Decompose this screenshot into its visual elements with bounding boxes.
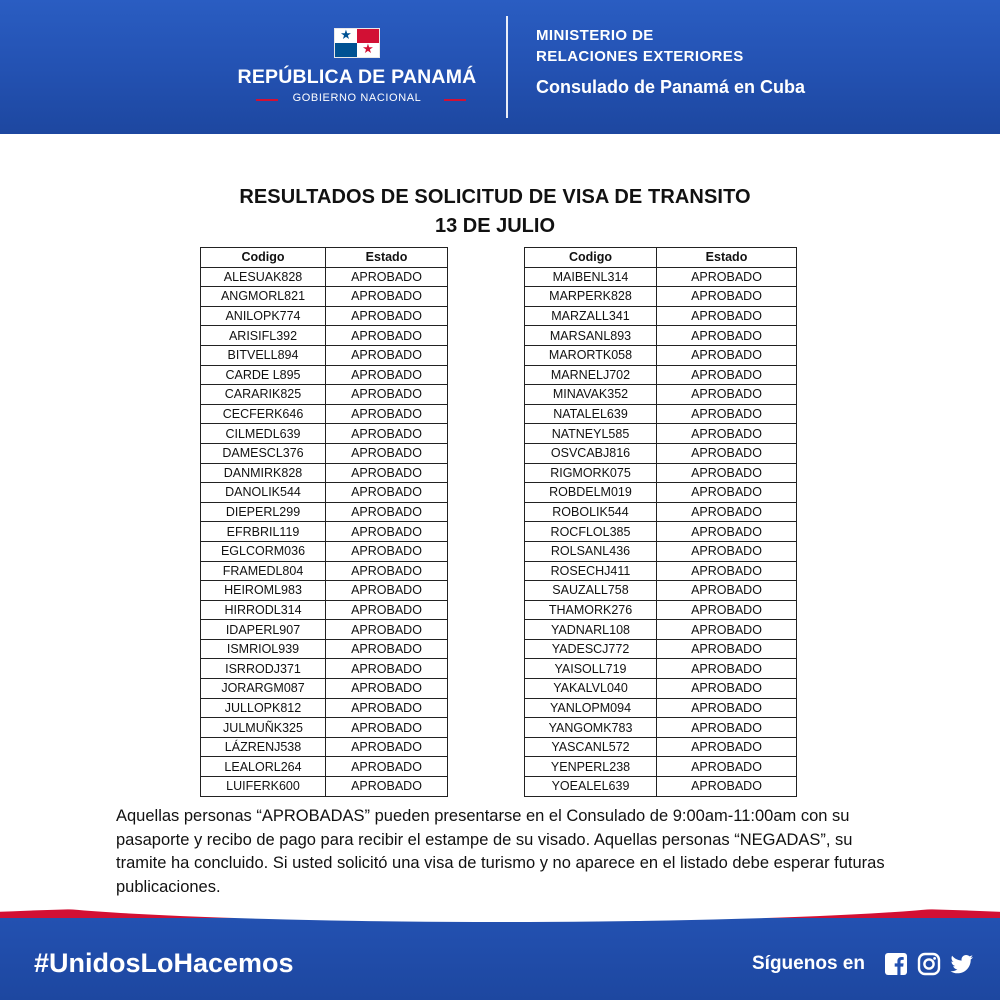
visa-status-cell: APROBADO [326,581,448,601]
document-title: RESULTADOS DE SOLICITUD DE VISA DE TRANSITO [239,186,751,208]
visa-status-cell: APROBADO [657,777,797,797]
instagram-icon[interactable] [917,952,941,976]
visa-status-cell: APROBADO [657,737,797,757]
table-row [201,698,448,718]
visa-code-cell: ROLSANL436 [525,541,657,561]
visa-code-cell: FRAMEDL804 [201,561,326,581]
twitter-icon[interactable] [950,952,974,976]
visa-status-cell: APROBADO [657,463,797,483]
visa-status-cell: APROBADO [657,404,797,424]
visa-code-cell: CECFERK646 [201,404,326,424]
table-row [525,424,797,444]
table-row [525,581,797,601]
visa-status-cell: APROBADO [326,502,448,522]
table-row [201,306,448,326]
table-row [525,483,797,503]
government-subtitle: GOBIERNO NACIONAL [292,92,422,104]
table-row [201,267,448,287]
visa-status-cell: APROBADO [657,306,797,326]
visa-status-cell: APROBADO [326,443,448,463]
column-header-status: Estado [326,248,448,268]
visa-code-cell: THAMORK276 [525,600,657,620]
table-header-row [201,248,448,268]
visa-code-cell: YANGOMK783 [525,718,657,738]
visa-code-cell: ANILOPK774 [201,306,326,326]
visa-code-cell: ISRRODJ371 [201,659,326,679]
panama-flag-icon: ★ ★ [334,28,380,58]
visa-code-cell: EGLCORM036 [201,541,326,561]
visa-status-cell: APROBADO [326,424,448,444]
republic-title: REPÚBLICA DE PANAMÁ [237,66,477,88]
table-row [525,757,797,777]
table-row [201,424,448,444]
visa-code-cell: RIGMORK075 [525,463,657,483]
visa-status-cell: APROBADO [326,600,448,620]
results-table-right-body [525,267,797,796]
table-row [525,326,797,346]
table-row [201,620,448,640]
visa-status-cell: APROBADO [657,679,797,699]
visa-code-cell: JULLOPK812 [201,698,326,718]
visa-status-cell: APROBADO [326,267,448,287]
table-row [201,463,448,483]
visa-code-cell: HIRRODL314 [201,600,326,620]
visa-code-cell: JULMUÑK325 [201,718,326,738]
table-row [525,600,797,620]
visa-status-cell: APROBADO [326,306,448,326]
facebook-icon[interactable] [884,952,908,976]
visa-code-cell: YOEALEL639 [525,777,657,797]
visa-code-cell: CARARIK825 [201,385,326,405]
visa-code-cell: DAMESCL376 [201,443,326,463]
visa-status-cell: APROBADO [326,718,448,738]
table-row [525,463,797,483]
header-divider [506,16,508,118]
table-row [201,287,448,307]
table-row [201,365,448,385]
visa-status-cell: APROBADO [657,326,797,346]
visa-code-cell: HEIROML983 [201,581,326,601]
table-row [525,443,797,463]
visa-code-cell: YENPERL238 [525,757,657,777]
table-row [525,777,797,797]
table-row [525,541,797,561]
table-row [525,620,797,640]
table-row [525,698,797,718]
notice-paragraph: Aquellas personas “APROBADAS” pueden presentarse en el Consulado de 9:00am-11:00am con su pasaporte y recibo de pago para recibir el estampe de su visado. Aquellas personas “NEGADAS”, su tramite ha concluido. Si usted solicitó una visa de turismo y no aparece en el listado debe esperar futuras publicaciones. [116,807,885,896]
visa-code-cell: YAKALVL040 [525,679,657,699]
visa-code-cell: SAUZALL758 [525,581,657,601]
visa-status-cell: APROBADO [326,679,448,699]
visa-status-cell: APROBADO [326,385,448,405]
visa-status-cell: APROBADO [657,659,797,679]
results-table-left [200,247,448,797]
visa-status-cell: APROBADO [326,659,448,679]
table-row [525,561,797,581]
visa-code-cell: LUIFERK600 [201,777,326,797]
visa-status-cell: APROBADO [326,541,448,561]
visa-status-cell: APROBADO [326,777,448,797]
visa-code-cell: MARSANL893 [525,326,657,346]
table-row [201,326,448,346]
table-row [525,659,797,679]
visa-status-cell: APROBADO [326,620,448,640]
table-row [525,737,797,757]
visa-code-cell: DANMIRK828 [201,463,326,483]
visa-status-cell: APROBADO [657,483,797,503]
visa-code-cell: MARORTK058 [525,345,657,365]
table-row [201,679,448,699]
table-row [201,404,448,424]
table-row [201,639,448,659]
visa-status-cell: APROBADO [326,698,448,718]
table-row [201,757,448,777]
visa-status-cell: APROBADO [657,757,797,777]
visa-status-cell: APROBADO [657,502,797,522]
visa-status-cell: APROBADO [657,620,797,640]
table-row [201,541,448,561]
visa-code-cell: NATALEL639 [525,404,657,424]
visa-status-cell: APROBADO [657,424,797,444]
visa-code-cell: YASCANL572 [525,737,657,757]
table-row [525,522,797,542]
visa-code-cell: DANOLIK544 [201,483,326,503]
header-banner [0,0,1000,134]
table-row [525,365,797,385]
visa-code-cell: ROCFLOL385 [525,522,657,542]
visa-code-cell: ARISIFL392 [201,326,326,346]
table-row [201,561,448,581]
document-date: 13 DE JULIO [434,215,556,237]
visa-code-cell: YADESCJ772 [525,639,657,659]
visa-code-cell: MARZALL341 [525,306,657,326]
table-row [201,443,448,463]
visa-code-cell: MAIBENL314 [525,267,657,287]
visa-status-cell: APROBADO [657,385,797,405]
visa-status-cell: APROBADO [657,600,797,620]
visa-status-cell: APROBADO [657,581,797,601]
visa-code-cell: MARPERK828 [525,287,657,307]
visa-status-cell: APROBADO [326,365,448,385]
visa-code-cell: ISMRIOL939 [201,639,326,659]
visa-status-cell: APROBADO [657,718,797,738]
visa-status-cell: APROBADO [326,757,448,777]
visa-status-cell: APROBADO [657,443,797,463]
visa-code-cell: CILMEDL639 [201,424,326,444]
visa-code-cell: CARDE L895 [201,365,326,385]
table-row [201,581,448,601]
table-header-row [525,248,797,268]
table-row [201,659,448,679]
visa-code-cell: YADNARL108 [525,620,657,640]
follow-us-label: Síguenos en [752,953,865,974]
visa-status-cell: APROBADO [326,522,448,542]
table-row [525,287,797,307]
table-row [525,639,797,659]
results-table-left-body [201,267,448,796]
visa-status-cell: APROBADO [657,561,797,581]
visa-status-cell: APROBADO [657,365,797,385]
visa-status-cell: APROBADO [657,639,797,659]
visa-status-cell: APROBADO [326,561,448,581]
table-row [525,718,797,738]
ministry-line-2: RELACIONES EXTERIORES [536,48,744,65]
visa-status-cell: APROBADO [326,287,448,307]
visa-status-cell: APROBADO [657,267,797,287]
visa-code-cell: ROSECHJ411 [525,561,657,581]
visa-code-cell: YAISOLL719 [525,659,657,679]
visa-status-cell: APROBADO [657,522,797,542]
visa-status-cell: APROBADO [326,463,448,483]
visa-status-cell: APROBADO [657,287,797,307]
visa-status-cell: APROBADO [657,698,797,718]
visa-code-cell: IDAPERL907 [201,620,326,640]
ministry-line-1: MINISTERIO DE [536,27,654,44]
visa-code-cell: OSVCABJ816 [525,443,657,463]
visa-code-cell: ANGMORL821 [201,287,326,307]
table-row [201,600,448,620]
visa-code-cell: ROBOLIK544 [525,502,657,522]
visa-code-cell: NATNEYL585 [525,424,657,444]
table-row [525,306,797,326]
visa-code-cell: LÁZRENJ538 [201,737,326,757]
table-row [525,404,797,424]
visa-status-cell: APROBADO [657,345,797,365]
table-row [201,777,448,797]
table-row [201,502,448,522]
table-row [201,385,448,405]
visa-code-cell: DIEPERL299 [201,502,326,522]
visa-code-cell: ALESUAK828 [201,267,326,287]
visa-status-cell: APROBADO [326,326,448,346]
visa-status-cell: APROBADO [657,541,797,561]
consulate-name: Consulado de Panamá en Cuba [536,77,806,97]
visa-code-cell: BITVELL894 [201,345,326,365]
column-header-status: Estado [657,248,797,268]
table-row [525,267,797,287]
table-row [201,737,448,757]
visa-code-cell: MARNELJ702 [525,365,657,385]
table-row [201,718,448,738]
decorative-line-right [444,99,466,101]
visa-status-cell: APROBADO [326,737,448,757]
visa-code-cell: YANLOPM094 [525,698,657,718]
hashtag-text: #UnidosLoHacemos [34,948,294,978]
results-table-right [524,247,797,797]
table-row [525,345,797,365]
visa-status-cell: APROBADO [326,345,448,365]
column-header-code: Codigo [525,248,657,268]
table-row [201,522,448,542]
visa-code-cell: EFRBRIL119 [201,522,326,542]
visa-code-cell: MINAVAK352 [525,385,657,405]
table-row [525,502,797,522]
table-row [525,679,797,699]
visa-code-cell: LEALORL264 [201,757,326,777]
table-row [525,385,797,405]
table-row [201,345,448,365]
visa-status-cell: APROBADO [326,639,448,659]
table-row [201,483,448,503]
visa-status-cell: APROBADO [326,483,448,503]
column-header-code: Codigo [201,248,326,268]
visa-code-cell: ROBDELM019 [525,483,657,503]
visa-status-cell: APROBADO [326,404,448,424]
visa-code-cell: JORARGM087 [201,679,326,699]
